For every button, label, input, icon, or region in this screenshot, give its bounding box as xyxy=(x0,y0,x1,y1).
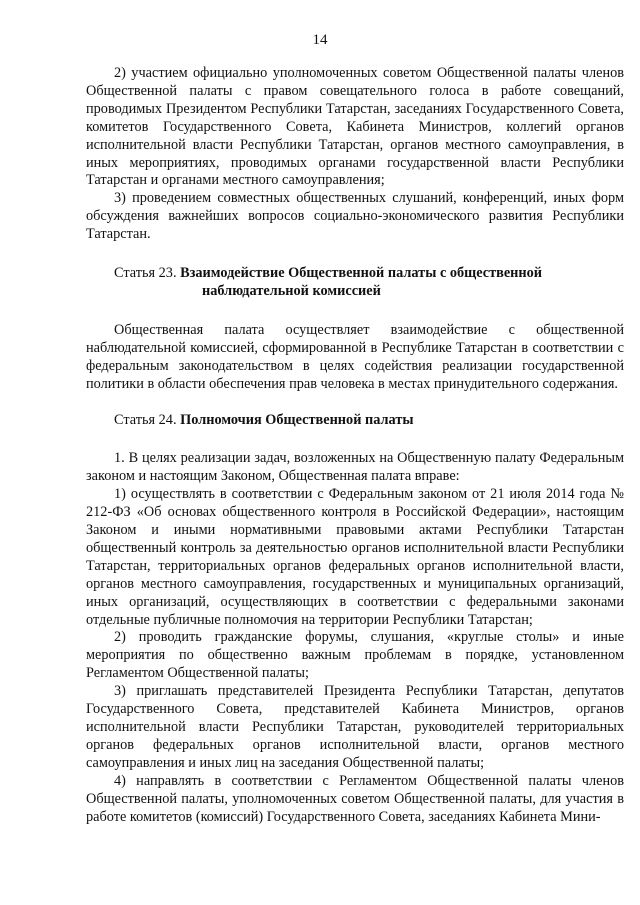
paragraph-participation: 2) участием официально уполномоченных советом Общественной палаты членов Общественной палаты с правом совещательного голоса в работе совещаний, проводимых Президентом Республики Татарстан, заседаниях Государственного Совета, комитетов Государственного Совета, Кабинета Министров, коллегий органов исполнительной власти Республики Татарстан, органов местного самоуправления, в иных мероприятиях, проводимых органами государственной власти Республики Татарстан и органами местного самоуправления; xyxy=(86,65,624,189)
page-number: 14 xyxy=(312,32,328,48)
article-23-prefix: Статья 23. xyxy=(114,265,177,282)
article-24-title: Полномочия Общественной палаты xyxy=(180,411,414,428)
article-24-item: 1) осуществлять в соответствии с Федеральным законом от 21 июля 2014 года № 212-ФЗ «Об основах общественного контроля в Российской Федерации», настоящим Законом и иными нормативными правовыми актами Республики Татарстан общественный контроль за деятельностью органов исполнительной власти Республики Татарстан, территориальных органов федеральных органов исполнительной власти, органов местного самоуправления, государственных и муниципальных организаций, иных организаций, осуществляющих в соответствии с федеральными законами отдельные публичные полномочия на территории Республики Татарстан; xyxy=(86,486,624,628)
article-24-prefix: Статья 24. xyxy=(114,411,177,428)
article-24-item: 3) приглашать представителей Президента Республики Татарстан, депутатов Государственного Совета, представителей Кабинета Министров, органов исполнительной власти Республики Татарстан, руководителей территориальных органов федеральных органов исполнительной власти, органов местного самоуправления и иных лиц на заседания Общественной палаты; xyxy=(86,683,624,771)
article-23-heading xyxy=(86,265,624,301)
document-body xyxy=(86,65,624,826)
paragraph-hearings: 3) проведением совместных общественных слушаний, конференций, иных форм обсуждения важнейших вопросов социально-экономического развития Республики Татарстан. xyxy=(86,190,624,243)
article-23-title: Взаимодействие Общественной палаты с общественной наблюдательной комиссией xyxy=(180,265,543,299)
article-23-text: Общественная палата осуществляет взаимодействие с общественной наблюдательной комиссией, сформированной в Республике Татарстан в соответствии с федеральным законодательством в целях содействия реализации государственной политики в области обеспечения прав человека в местах принудительного содержания. xyxy=(86,321,624,392)
article-24-heading xyxy=(86,412,624,430)
article-24-item: 1. В целях реализации задач, возложенных на Общественную палату Федеральным законом и настоящим Законом, Общественная палата вправе: xyxy=(86,450,624,485)
article-24-item: 2) проводить гражданские форумы, слушания, «круглые столы» и иные мероприятия по общественно важным проблемам в порядке, установленном Регламентом Общественной палаты; xyxy=(86,629,624,682)
article-24-item: 4) направлять в соответствии с Регламентом Общественной палаты членов Общественной палаты, уполномоченных советом Общественной палаты, для участия в работе комитетов (комиссий) Государственного Совета, заседаниях Кабинета Мини- xyxy=(86,772,624,825)
